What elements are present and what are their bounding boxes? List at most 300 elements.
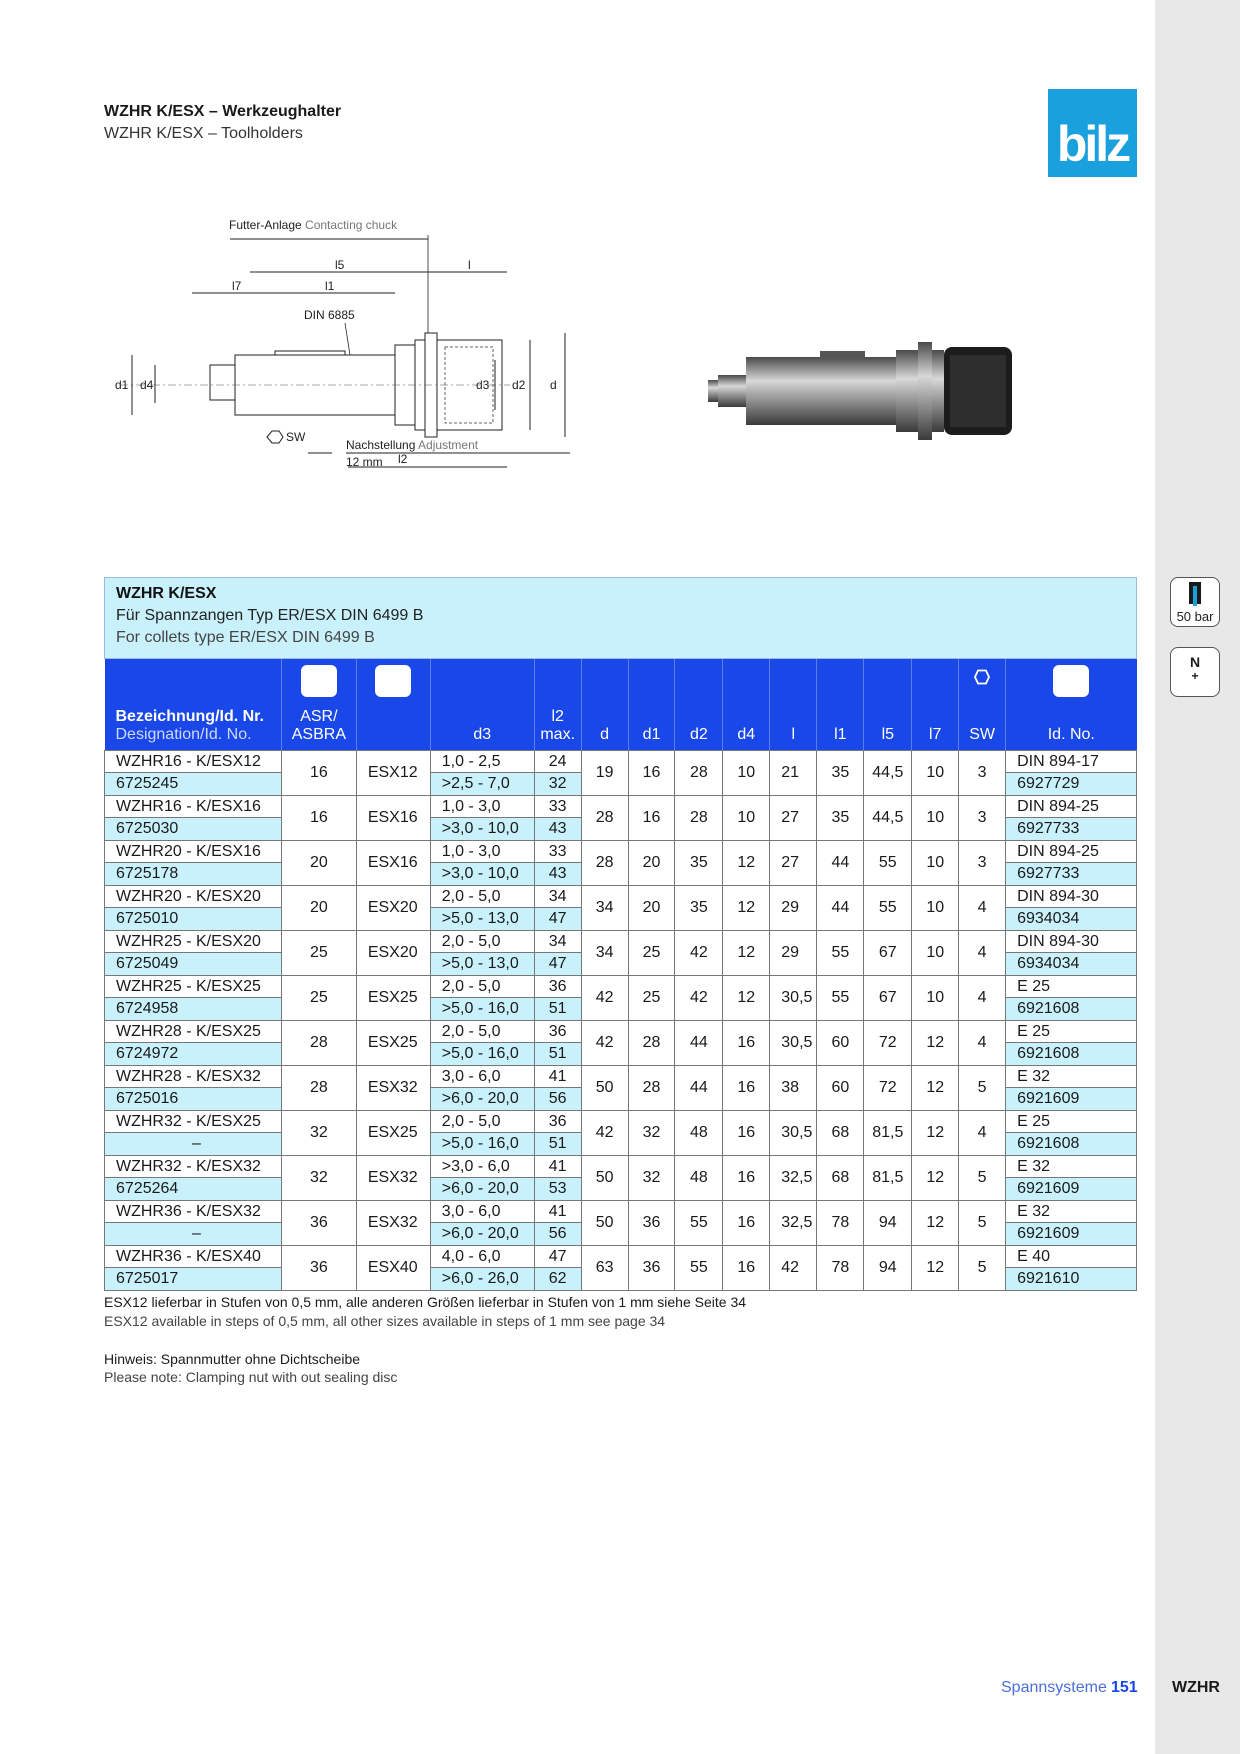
l2-cell: 24 [534, 750, 581, 773]
l5-cell: 72 [864, 1065, 912, 1110]
l2-cell: 34 [534, 930, 581, 953]
d3-range-cell: >5,0 - 13,0 [430, 908, 534, 931]
d2-cell: 55 [675, 1245, 723, 1290]
d4-cell: 16 [723, 1065, 770, 1110]
d4-cell: 10 [723, 795, 770, 840]
d-cell: 63 [581, 1245, 628, 1290]
collet-holder-icon [301, 665, 337, 697]
col-d: d [581, 659, 628, 750]
nut-cell: E 25 [1006, 975, 1137, 998]
asr-cell: 20 [281, 885, 356, 930]
technical-drawing [115, 215, 640, 525]
asr-cell: 36 [281, 1245, 356, 1290]
table-row [105, 1020, 1137, 1043]
asr-cell: 36 [281, 1200, 356, 1245]
id-number-cell: 6725049 [105, 953, 282, 976]
nut-id-cell: 6921609 [1006, 1178, 1137, 1201]
sw-cell: 3 [959, 795, 1006, 840]
nut-id-cell: 6934034 [1006, 908, 1137, 931]
d2-cell: 28 [675, 750, 723, 795]
d2-cell: 44 [675, 1065, 723, 1110]
nut-id-cell: 6927733 [1006, 818, 1137, 841]
d1-cell: 28 [628, 1065, 675, 1110]
col-l5: l5 [864, 659, 912, 750]
dim-d3: d3 [476, 378, 490, 392]
l7-cell: 12 [912, 1155, 959, 1200]
table-row [105, 840, 1137, 863]
note-hint-en: Please note: Clamping nut with out sealing disc [104, 1369, 398, 1385]
l1-cell: 55 [817, 930, 864, 975]
l2-cell: 34 [534, 885, 581, 908]
l7-cell: 10 [912, 885, 959, 930]
collet-cell: ESX20 [356, 930, 430, 975]
d3-cell: 3,0 - 6,0 [430, 1200, 534, 1223]
d1-cell: 20 [628, 885, 675, 930]
nut-cell: DIN 894-25 [1006, 840, 1137, 863]
l2-max-cell: 56 [534, 1088, 581, 1111]
table-header-row [105, 659, 1137, 750]
collet-cell: ESX16 [356, 840, 430, 885]
asr-cell: 20 [281, 840, 356, 885]
collet-icon [375, 665, 411, 697]
col-d4: d4 [723, 659, 770, 750]
l1-cell: 78 [817, 1245, 864, 1290]
d2-cell: 42 [675, 930, 723, 975]
d2-cell: 55 [675, 1200, 723, 1245]
d-cell: 28 [581, 795, 628, 840]
collet-cell: ESX12 [356, 750, 430, 795]
d-cell: 42 [581, 975, 628, 1020]
page-title: WZHR K/ESX – Werkzeughalter [104, 103, 342, 120]
hexagon-icon [974, 669, 990, 685]
asr-cell: 28 [281, 1020, 356, 1065]
l7-cell: 10 [912, 750, 959, 795]
l1-cell: 55 [817, 975, 864, 1020]
l5-cell: 81,5 [864, 1155, 912, 1200]
l7-cell: 10 [912, 975, 959, 1020]
d3-range-cell: >6,0 - 26,0 [430, 1268, 534, 1291]
d3-range-cell: >3,0 - 10,0 [430, 818, 534, 841]
l5-cell: 67 [864, 930, 912, 975]
col-d3: d3 [430, 659, 534, 750]
sw-cell: 3 [959, 840, 1006, 885]
svg-text:Futter-Anlage Contacting chuck [229, 218, 398, 232]
d-cell: 50 [581, 1065, 628, 1110]
sw-cell: 4 [959, 1020, 1006, 1065]
din-label: DIN 6885 [304, 308, 355, 322]
d3-range-cell: >5,0 - 16,0 [430, 1133, 534, 1156]
col-collet [356, 659, 430, 750]
collet-cell: ESX32 [356, 1155, 430, 1200]
l2-cell: 36 [534, 1020, 581, 1043]
id-number-cell: 6725010 [105, 908, 282, 931]
l1-cell: 35 [817, 750, 864, 795]
note-steps-de: ESX12 lieferbar in Stufen von 0,5 mm, alle anderen Größen lieferbar in Stufen von 1 mm siehe Seite 34 [104, 1294, 747, 1310]
d4-cell: 16 [723, 1200, 770, 1245]
designation-cell: WZHR32 - K/ESX32 [105, 1155, 282, 1178]
d1-cell: 16 [628, 795, 675, 840]
l5-cell: 94 [864, 1245, 912, 1290]
l-cell: 32,5 [770, 1155, 817, 1200]
d2-cell: 48 [675, 1110, 723, 1155]
table-row [105, 1245, 1137, 1268]
l7-cell: 12 [912, 1200, 959, 1245]
d3-cell: 3,0 - 6,0 [430, 1065, 534, 1088]
nut-id-cell: 6921609 [1006, 1223, 1137, 1246]
col-l: l [770, 659, 817, 750]
l1-cell: 44 [817, 885, 864, 930]
adjust-label-en: Adjustment [418, 438, 479, 452]
d4-cell: 10 [723, 750, 770, 795]
l2-max-cell: 62 [534, 1268, 581, 1291]
collet-cell: ESX25 [356, 975, 430, 1020]
nut-cell: E 25 [1006, 1110, 1137, 1133]
d-cell: 34 [581, 930, 628, 975]
sw-cell: 5 [959, 1065, 1006, 1110]
l5-cell: 72 [864, 1020, 912, 1065]
table-row [105, 1065, 1137, 1088]
d3-cell: 2,0 - 5,0 [430, 1020, 534, 1043]
dim-d2: d2 [512, 378, 526, 392]
nut-id-cell: 6934034 [1006, 953, 1137, 976]
l7-cell: 10 [912, 840, 959, 885]
l-cell: 27 [770, 840, 817, 885]
table-row [105, 885, 1137, 908]
col-designation: Bezeichnung/Id. Nr. Designation/Id. No. [105, 659, 282, 750]
plus-label: + [1191, 669, 1199, 683]
l5-cell: 94 [864, 1200, 912, 1245]
l1-cell: 35 [817, 795, 864, 840]
l2-max-cell: 51 [534, 1043, 581, 1066]
collet-cell: ESX16 [356, 795, 430, 840]
d1-cell: 25 [628, 975, 675, 1020]
nut-id-cell: 6921608 [1006, 1133, 1137, 1156]
asr-cell: 32 [281, 1110, 356, 1155]
nut-id-cell: 6927729 [1006, 773, 1137, 796]
dim-d1: d1 [115, 378, 129, 392]
sw-cell: 5 [959, 1200, 1006, 1245]
designation-cell: WZHR16 - K/ESX12 [105, 750, 282, 773]
l5-cell: 44,5 [864, 795, 912, 840]
designation-cell: WZHR25 - K/ESX20 [105, 930, 282, 953]
nut-cell: E 25 [1006, 1020, 1137, 1043]
designation-cell: WZHR28 - K/ESX32 [105, 1065, 282, 1088]
d4-cell: 12 [723, 840, 770, 885]
l-cell: 29 [770, 885, 817, 930]
dim-l7: l7 [232, 279, 242, 293]
footer-code: WZHR [1172, 1679, 1220, 1696]
nut-id-cell: 6921608 [1006, 998, 1137, 1021]
coolant-pressure-icon [1170, 577, 1220, 627]
nut-cell: DIN 894-25 [1006, 795, 1137, 818]
dim-l: l [468, 258, 471, 272]
col-asr: ASR/ ASBRA [281, 659, 356, 750]
id-number-cell: 6725016 [105, 1088, 282, 1111]
nut-id-cell: 6921609 [1006, 1088, 1137, 1111]
l1-cell: 44 [817, 840, 864, 885]
dim-l1: l1 [325, 279, 335, 293]
table-subtitle-en: For collets type ER/ESX DIN 6499 B [116, 629, 375, 646]
l-cell: 30,5 [770, 1110, 817, 1155]
d3-range-cell: >3,0 - 10,0 [430, 863, 534, 886]
l5-cell: 55 [864, 840, 912, 885]
d3-cell: >3,0 - 6,0 [430, 1155, 534, 1178]
d3-range-cell: >6,0 - 20,0 [430, 1088, 534, 1111]
d3-cell: 2,0 - 5,0 [430, 930, 534, 953]
nut-id-cell: 6921610 [1006, 1268, 1137, 1291]
l-cell: 29 [770, 930, 817, 975]
l2-cell: 41 [534, 1155, 581, 1178]
product-photo [700, 320, 1060, 470]
l2-max-cell: 56 [534, 1223, 581, 1246]
l2-max-cell: 53 [534, 1178, 581, 1201]
d4-cell: 16 [723, 1245, 770, 1290]
l1-cell: 60 [817, 1065, 864, 1110]
table-row [105, 1200, 1137, 1223]
d3-cell: 2,0 - 5,0 [430, 885, 534, 908]
d1-cell: 20 [628, 840, 675, 885]
l1-cell: 60 [817, 1020, 864, 1065]
table-heading [104, 577, 1137, 659]
d3-range-cell: >5,0 - 13,0 [430, 953, 534, 976]
pressure-label: 50 bar [1176, 609, 1214, 624]
designation-cell: WZHR28 - K/ESX25 [105, 1020, 282, 1043]
dim-d4: d4 [140, 378, 154, 392]
l2-cell: 47 [534, 1245, 581, 1268]
l7-cell: 12 [912, 1110, 959, 1155]
d1-cell: 32 [628, 1110, 675, 1155]
l-cell: 30,5 [770, 975, 817, 1020]
side-strip [1155, 0, 1240, 1754]
d1-cell: 32 [628, 1155, 675, 1200]
nut-cell: DIN 894-30 [1006, 885, 1137, 908]
n-label: N [1189, 654, 1201, 670]
col-l2: l2 max. [534, 659, 581, 750]
l-cell: 27 [770, 795, 817, 840]
l5-cell: 67 [864, 975, 912, 1020]
nut-cell: E 40 [1006, 1245, 1137, 1268]
d3-cell: 1,0 - 2,5 [430, 750, 534, 773]
id-number-cell: 6725017 [105, 1268, 282, 1291]
nut-cell: E 32 [1006, 1155, 1137, 1178]
d4-cell: 16 [723, 1110, 770, 1155]
d1-cell: 36 [628, 1245, 675, 1290]
l7-cell: 10 [912, 930, 959, 975]
d3-range-cell: >2,5 - 7,0 [430, 773, 534, 796]
l2-max-cell: 51 [534, 998, 581, 1021]
l2-max-cell: 47 [534, 908, 581, 931]
asr-cell: 32 [281, 1155, 356, 1200]
collet-cell: ESX32 [356, 1065, 430, 1110]
d1-cell: 25 [628, 930, 675, 975]
sw-cell: 5 [959, 1245, 1006, 1290]
l-cell: 30,5 [770, 1020, 817, 1065]
svg-text:Nachstellung Adjustment [346, 438, 479, 452]
l7-cell: 10 [912, 795, 959, 840]
table-row [105, 795, 1137, 818]
l2-cell: 33 [534, 840, 581, 863]
col-id-no: Id. No. [1006, 659, 1137, 750]
sw-cell: 4 [959, 975, 1006, 1020]
sw-label: SW [286, 430, 306, 444]
id-number-cell: 6725030 [105, 818, 282, 841]
adjust-value: 12 mm [346, 455, 383, 469]
designation-cell: WZHR20 - K/ESX16 [105, 840, 282, 863]
l2-max-cell: 43 [534, 818, 581, 841]
sw-cell: 3 [959, 750, 1006, 795]
nut-cell: DIN 894-30 [1006, 930, 1137, 953]
d1-cell: 36 [628, 1200, 675, 1245]
page-subtitle: WZHR K/ESX – Toolholders [104, 125, 303, 142]
n-plus-icon [1170, 647, 1220, 697]
designation-cell: WZHR36 - K/ESX40 [105, 1245, 282, 1268]
d-cell: 34 [581, 885, 628, 930]
d2-cell: 48 [675, 1155, 723, 1200]
l-cell: 42 [770, 1245, 817, 1290]
asr-cell: 25 [281, 975, 356, 1020]
l5-cell: 81,5 [864, 1110, 912, 1155]
d3-range-cell: >6,0 - 20,0 [430, 1178, 534, 1201]
d3-range-cell: >5,0 - 16,0 [430, 1043, 534, 1066]
d-cell: 19 [581, 750, 628, 795]
l-cell: 21 [770, 750, 817, 795]
designation-cell: WZHR32 - K/ESX25 [105, 1110, 282, 1133]
d4-cell: 12 [723, 930, 770, 975]
col-l7: l7 [912, 659, 959, 750]
col-d2: d2 [675, 659, 723, 750]
contact-label-en: Contacting chuck [305, 218, 398, 232]
wrench-icon [1053, 665, 1089, 697]
note-steps-en: ESX12 available in steps of 0,5 mm, all other sizes available in steps of 1 mm see page 34 [104, 1313, 666, 1329]
collet-cell: ESX25 [356, 1110, 430, 1155]
adjust-label-de: Nachstellung [346, 438, 416, 452]
l2-cell: 36 [534, 1110, 581, 1133]
product-table [104, 659, 1137, 1291]
l5-cell: 44,5 [864, 750, 912, 795]
l-cell: 38 [770, 1065, 817, 1110]
l2-cell: 41 [534, 1065, 581, 1088]
table-subtitle-de: Für Spannzangen Typ ER/ESX DIN 6499 B [116, 607, 424, 624]
id-number-cell: – [105, 1223, 282, 1246]
sw-cell: 4 [959, 1110, 1006, 1155]
l7-cell: 12 [912, 1020, 959, 1065]
col-l1: l1 [817, 659, 864, 750]
id-number-cell: 6725245 [105, 773, 282, 796]
footer-section: Spannsysteme [1001, 1679, 1107, 1696]
dim-l2: l2 [398, 452, 408, 466]
bilz-logo: bilz [1048, 89, 1137, 177]
sw-cell: 4 [959, 885, 1006, 930]
id-number-cell: 6725264 [105, 1178, 282, 1201]
nut-cell: DIN 894-17 [1006, 750, 1137, 773]
l2-cell: 41 [534, 1200, 581, 1223]
d2-cell: 42 [675, 975, 723, 1020]
table-row [105, 750, 1137, 773]
l2-max-cell: 47 [534, 953, 581, 976]
d3-cell: 2,0 - 5,0 [430, 975, 534, 998]
d3-cell: 1,0 - 3,0 [430, 840, 534, 863]
d2-cell: 28 [675, 795, 723, 840]
col-sw: SW [959, 659, 1006, 750]
d2-cell: 44 [675, 1020, 723, 1065]
collet-cell: ESX25 [356, 1020, 430, 1065]
d-cell: 42 [581, 1110, 628, 1155]
d-cell: 28 [581, 840, 628, 885]
l1-cell: 78 [817, 1200, 864, 1245]
d4-cell: 12 [723, 975, 770, 1020]
sw-cell: 5 [959, 1155, 1006, 1200]
collet-cell: ESX20 [356, 885, 430, 930]
l2-cell: 33 [534, 795, 581, 818]
asr-cell: 16 [281, 750, 356, 795]
d-cell: 42 [581, 1020, 628, 1065]
table-row [105, 1155, 1137, 1178]
id-number-cell: – [105, 1133, 282, 1156]
l-cell: 32,5 [770, 1200, 817, 1245]
dim-d: d [550, 378, 557, 392]
d2-cell: 35 [675, 840, 723, 885]
nut-id-cell: 6921608 [1006, 1043, 1137, 1066]
d-cell: 50 [581, 1200, 628, 1245]
l2-max-cell: 32 [534, 773, 581, 796]
table-row [105, 1110, 1137, 1133]
d2-cell: 35 [675, 885, 723, 930]
designation-cell: WZHR20 - K/ESX20 [105, 885, 282, 908]
d3-range-cell: >5,0 - 16,0 [430, 998, 534, 1021]
table-title: WZHR K/ESX [116, 585, 217, 602]
designation-cell: WZHR16 - K/ESX16 [105, 795, 282, 818]
table-row [105, 975, 1137, 998]
id-number-cell: 6724958 [105, 998, 282, 1021]
note-hint-de: Hinweis: Spannmutter ohne Dichtscheibe [104, 1351, 361, 1367]
contact-label-de: Futter-Anlage [229, 218, 302, 232]
nut-id-cell: 6927733 [1006, 863, 1137, 886]
l1-cell: 68 [817, 1155, 864, 1200]
d-cell: 50 [581, 1155, 628, 1200]
l7-cell: 12 [912, 1245, 959, 1290]
d3-range-cell: >6,0 - 20,0 [430, 1223, 534, 1246]
asr-cell: 25 [281, 930, 356, 975]
d4-cell: 16 [723, 1155, 770, 1200]
designation-cell: WZHR36 - K/ESX32 [105, 1200, 282, 1223]
l2-max-cell: 51 [534, 1133, 581, 1156]
l7-cell: 12 [912, 1065, 959, 1110]
nut-cell: E 32 [1006, 1065, 1137, 1088]
d1-cell: 16 [628, 750, 675, 795]
id-number-cell: 6724972 [105, 1043, 282, 1066]
sw-cell: 4 [959, 930, 1006, 975]
dim-l5: l5 [335, 258, 345, 272]
designation-cell: WZHR25 - K/ESX25 [105, 975, 282, 998]
d4-cell: 12 [723, 885, 770, 930]
d3-cell: 2,0 - 5,0 [430, 1110, 534, 1133]
d3-cell: 1,0 - 3,0 [430, 795, 534, 818]
l1-cell: 68 [817, 1110, 864, 1155]
nut-cell: E 32 [1006, 1200, 1137, 1223]
d4-cell: 16 [723, 1020, 770, 1065]
collet-cell: ESX40 [356, 1245, 430, 1290]
id-number-cell: 6725178 [105, 863, 282, 886]
footer-page-number: 151 [1111, 1679, 1138, 1696]
col-d1: d1 [628, 659, 675, 750]
d1-cell: 28 [628, 1020, 675, 1065]
table-row [105, 930, 1137, 953]
d3-cell: 4,0 - 6,0 [430, 1245, 534, 1268]
l2-max-cell: 43 [534, 863, 581, 886]
l5-cell: 55 [864, 885, 912, 930]
asr-cell: 28 [281, 1065, 356, 1110]
asr-cell: 16 [281, 795, 356, 840]
